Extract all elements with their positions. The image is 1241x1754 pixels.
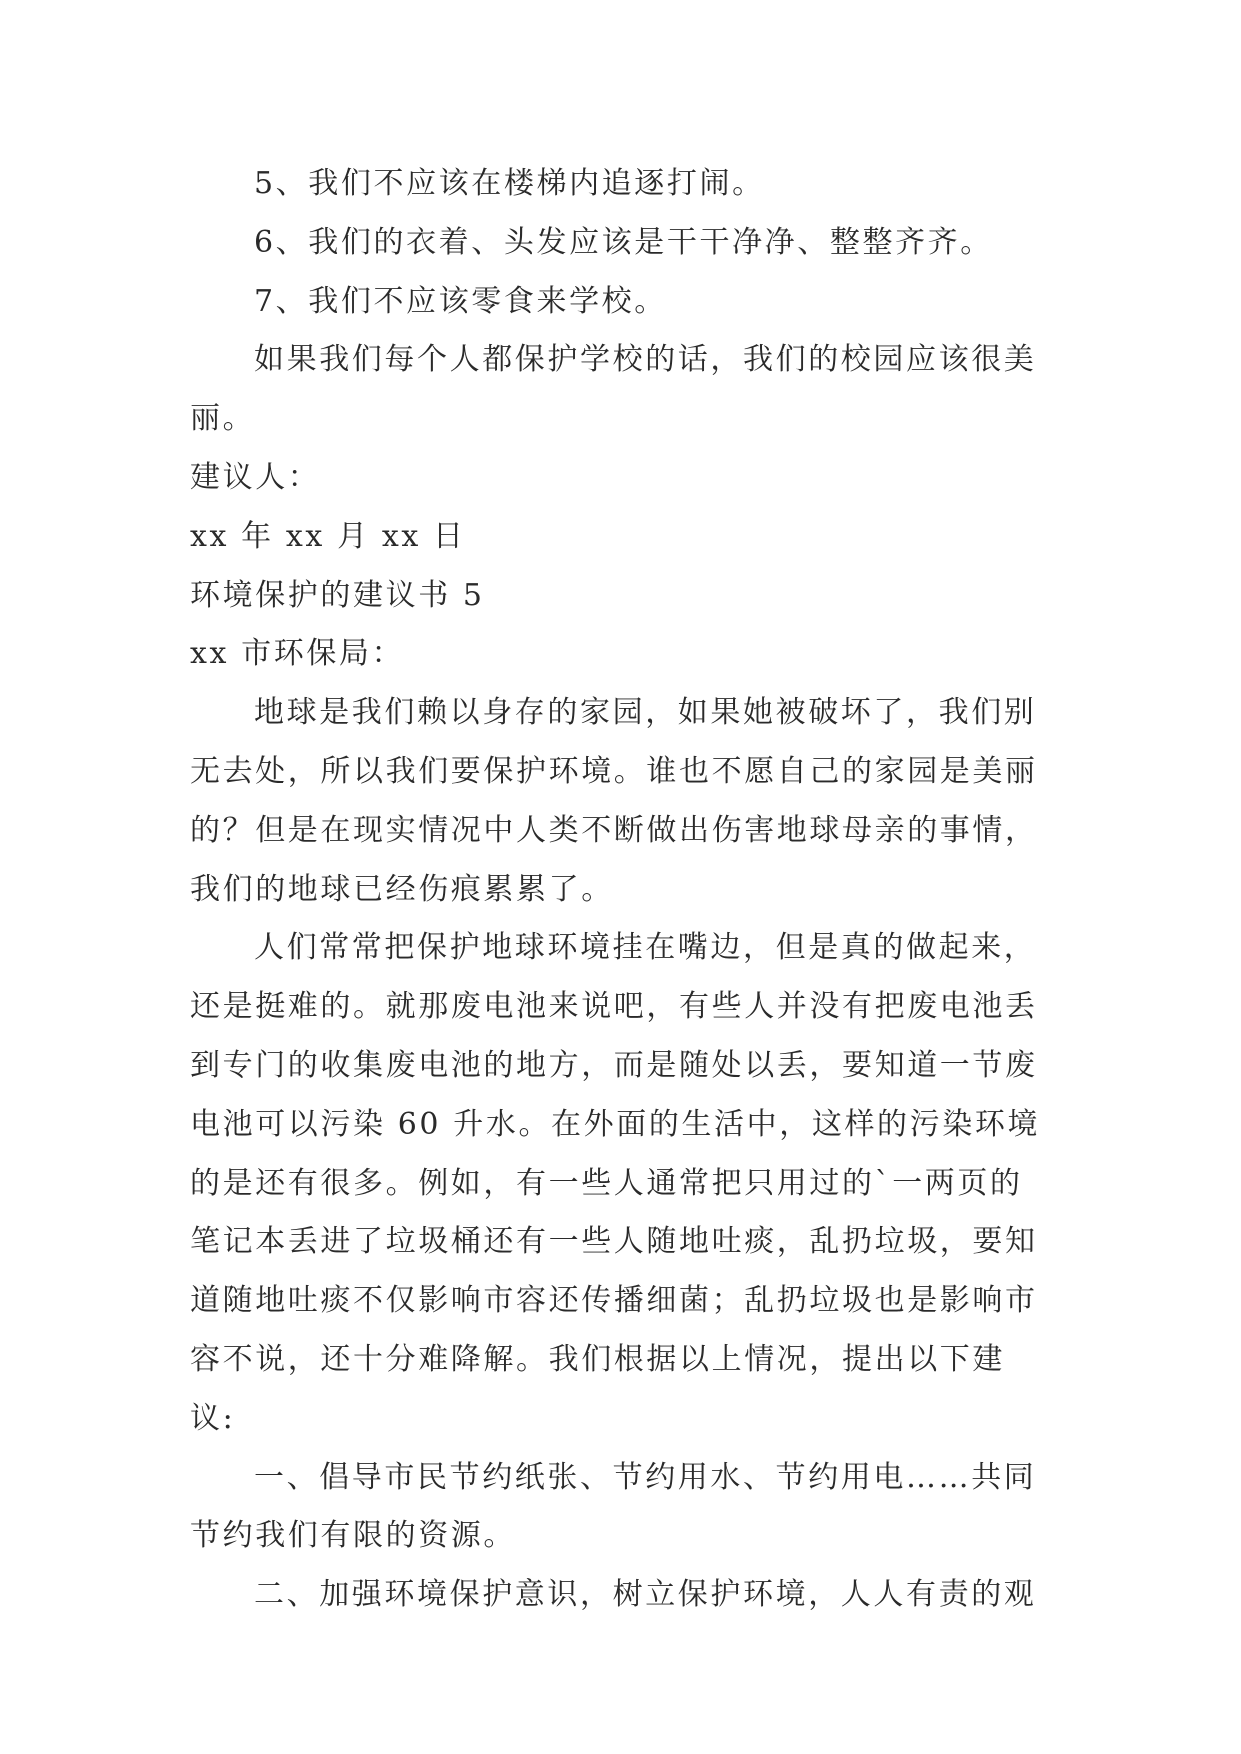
addressee: xx 市环保局： [190,636,405,672]
paragraph-suggestion-2: 二、加强环境保护意识，树立保护环境，人人有责的观 [254,1577,1037,1613]
section-title: 环境保护的建议书 5 [190,577,485,613]
paragraph-rule-5: 5、我们不应该在楼梯内追逐打闹。 [254,166,765,201]
paragraph-conclusion: 如果我们每个人都保护学校的话，我们的校园应该很美丽。 [190,342,1037,437]
paragraph-intro: 地球是我们赖以身存的家园，如果她被破坏了，我们别无去处，所以我们要保护环境。谁也不愿自己的家园是美丽的？但是在现实情况中人类不断做出伤害地球母亲的事情，我们的地球已经伤痕累累了。 [190,695,1038,907]
paragraph-rule-6: 6、我们的衣着、头发应该是干干净净、整整齐齐。 [254,224,993,260]
signature-proposer: 建议人： [190,459,321,495]
paragraph-rule-7: 7、我们不应该零食来学校。 [254,283,667,319]
paragraph-suggestion-1: 一、倡导市民节约纸张、节约用水、节约用电……共同节约我们有限的资源。 [190,1459,1037,1554]
signature-date: xx 年 xx 月 xx 日 [190,518,466,554]
paragraph-situation: 人们常常把保护地球环境挂在嘴边，但是真的做起来，还是挺难的。就那废电池来说吧，有些人并没有把废电池丢到专门的收集废电池的地方，而是随处以丢，要知道一节废电池可以污染 60 升水。在外面的生活中，这样的污染环境的是还有很多。例如，有一些人通常把只用过的`一两页的笔记本丢进了垃圾桶还有一些人随地吐痰，乱扔垃圾，要知道随地吐痰不仅影响市容还传播细菌；乱扔垃圾也是影响市容不说，还十分难降解。我们根据以上情况，提出以下建议: [190,930,1041,1436]
document-body [190,155,1050,1625]
